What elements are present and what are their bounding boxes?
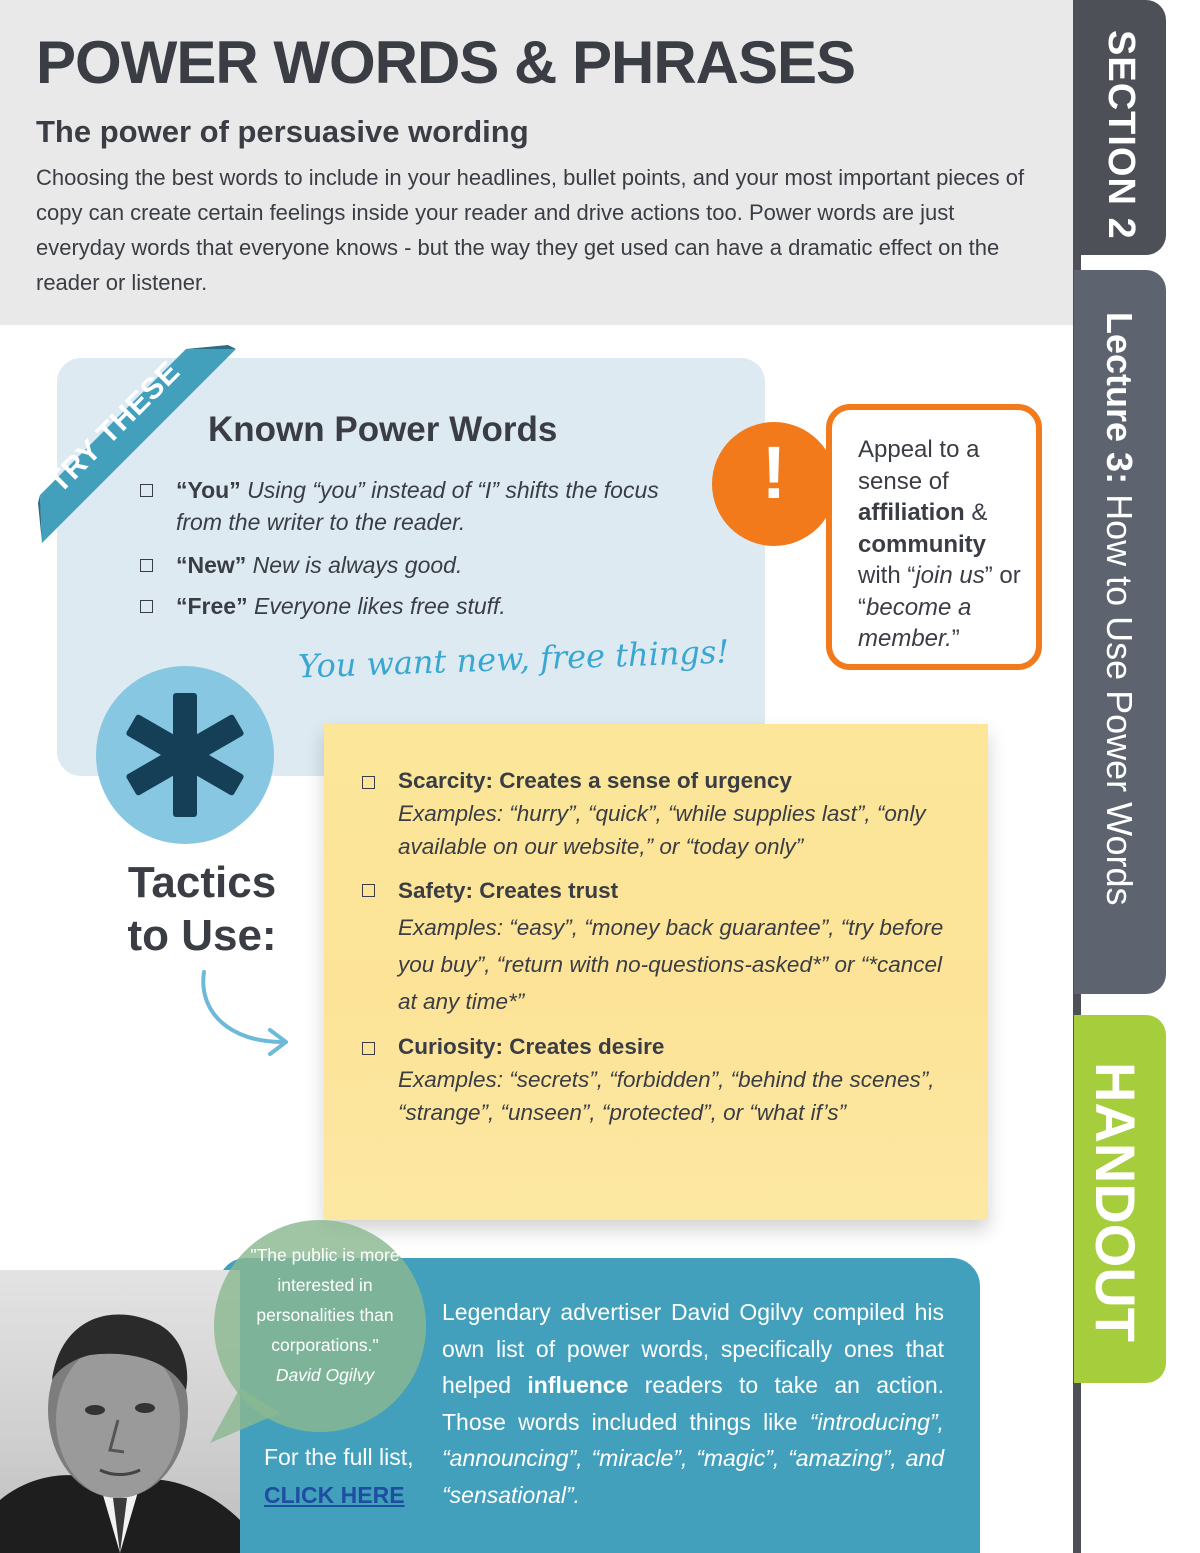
- lecture-number: Lecture 3:: [1099, 312, 1140, 485]
- appeal-text-part: ”: [951, 625, 960, 652]
- list-item: [140, 474, 680, 538]
- ogilvy-paragraph: [442, 1294, 944, 1513]
- appeal-bold: affiliation: [858, 499, 965, 526]
- power-word-desc: Everyone likes free stuff.: [247, 593, 506, 619]
- tactic-item: [362, 872, 962, 1020]
- checkbox-icon: [362, 1042, 375, 1055]
- ogilvy-italic: “introducing”, “announcing”, “miracle”, “magic”, “amazing”, and “sensational”.: [442, 1408, 944, 1508]
- full-list-label: For the full list,: [264, 1444, 414, 1470]
- tactic-title: Safety: Creates trust: [398, 878, 619, 903]
- checkbox-icon: [140, 484, 153, 497]
- checkbox-icon: [362, 884, 375, 897]
- ogilvy-quote: [232, 1240, 418, 1390]
- appeal-italic: become a member.: [858, 593, 972, 652]
- ogilvy-bold: influence: [527, 1372, 629, 1398]
- quote-body: "The public is more interested in personalities than corporations.": [250, 1245, 400, 1355]
- power-word: “Free”: [176, 593, 248, 619]
- ribbon-label: TRY THESE: [42, 354, 187, 500]
- handwritten-note: You want new, free things!: [297, 632, 730, 686]
- page-title: POWER WORDS & PHRASES: [36, 29, 856, 96]
- power-word: “New”: [176, 552, 247, 578]
- appeal-text-part: Appeal to a sense of: [858, 436, 980, 495]
- checkbox-icon: [362, 776, 375, 789]
- appeal-text-part: &: [964, 499, 988, 526]
- appeal-italic: join us: [915, 562, 985, 589]
- list-item: [140, 590, 680, 622]
- appeal-text-part: ” or “: [858, 562, 1021, 621]
- intro-paragraph: Choosing the best words to include in your headlines, bullet points, and your most important pieces of copy can create certain feelings inside your reader and drive actions too. Power words are just everyday words that everyone knows - but the way they get used can have a dramatic effect on the reader or listener.: [36, 165, 1025, 295]
- tactic-examples: Examples: “easy”, “money back guarantee”, “try before you buy”, “return with no-questions-asked*” or “*cancel at any time*”: [398, 915, 944, 1014]
- checkbox-icon: [140, 559, 153, 572]
- curved-arrow-icon: [190, 962, 300, 1062]
- appeal-text: [858, 434, 1034, 655]
- lecture-title: How to Use Power Words: [1099, 484, 1140, 906]
- power-word-desc: New is always good.: [246, 552, 463, 578]
- ogilvy-text-part: Legendary advertiser David Ogilvy compiled his own list of power words, specifically ones that helped: [442, 1299, 944, 1398]
- appeal-text-part: with “: [858, 562, 916, 589]
- lecture-label: [1098, 312, 1140, 906]
- exclamation-mark: !: [761, 431, 787, 514]
- quote-author: David Ogilvy: [275, 1365, 375, 1385]
- tactic-examples: Examples: “hurry”, “quick”, “while supplies last”, “only available on our website,” or “today only”: [398, 801, 926, 859]
- list-item: [140, 549, 680, 581]
- tactic-examples: Examples: “secrets”, “forbidden”, “behind the scenes”, “strange”, “unseen”, “protected”, or “what if’s”: [398, 1067, 935, 1125]
- tactic-item: [362, 1030, 962, 1129]
- appeal-bold: community: [858, 530, 987, 558]
- section-label: SECTION 2: [1100, 30, 1142, 240]
- tactics-heading: Tactics to Use:: [127, 858, 277, 960]
- ogilvy-text-part: readers to take an action. Those words included things like: [442, 1372, 944, 1435]
- tactic-title: Curiosity: Creates desire: [398, 1034, 665, 1059]
- asterisk-icon: [96, 666, 274, 844]
- power-word: “You”: [176, 477, 241, 503]
- handout-label: HANDOUT: [1084, 1062, 1147, 1342]
- tactic-title: Scarcity: Creates a sense of urgency: [398, 768, 792, 793]
- checkbox-icon: [140, 600, 153, 613]
- power-word-desc: Using “you” instead of “I” shifts the focus from the writer to the reader.: [176, 477, 659, 535]
- page-subtitle: The power of persuasive wording: [36, 114, 529, 149]
- known-power-words-heading: Known Power Words: [208, 410, 558, 449]
- click-here-link[interactable]: CLICK HERE: [264, 1482, 405, 1508]
- tactic-item: [362, 764, 962, 863]
